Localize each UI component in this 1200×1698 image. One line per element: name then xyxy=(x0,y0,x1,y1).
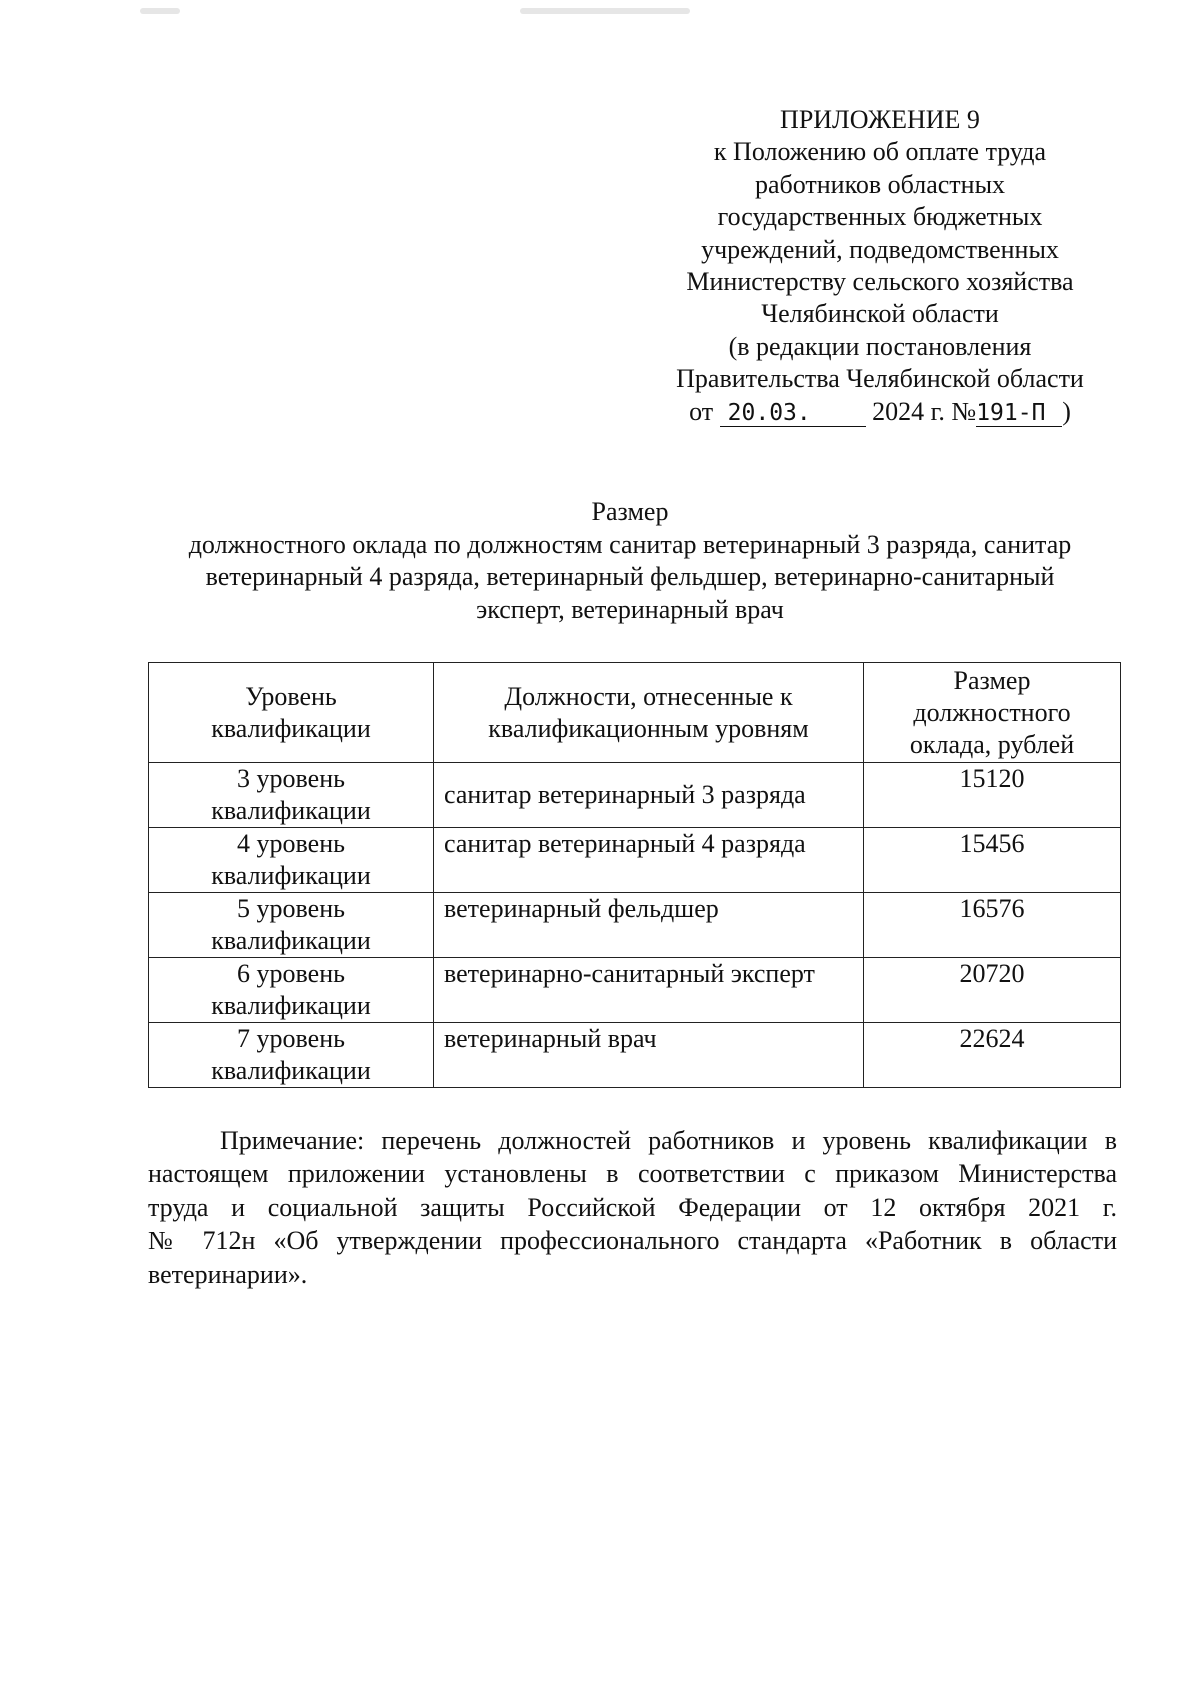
appendix-title: ПРИЛОЖЕНИЕ 9 xyxy=(780,105,980,134)
appendix-line: к Положению об оплате труда xyxy=(713,137,1047,167)
position-cell: санитар ветеринарный 3 разряда xyxy=(434,763,864,828)
table-header-row xyxy=(149,663,1121,763)
appendix-line: государственных бюджетных xyxy=(717,202,1043,232)
note-paragraph xyxy=(148,1124,1117,1291)
heading-title: Размер xyxy=(591,497,669,526)
position-cell: санитар ветеринарный 4 разряда xyxy=(434,828,864,893)
header-qualification-level: Уровень квалификации xyxy=(149,663,434,763)
table-row xyxy=(149,893,1121,958)
note-line: настоящем приложении установлены в соответствии с приказом Министерства xyxy=(148,1159,1117,1189)
salary-table xyxy=(148,662,1121,1088)
qualification-level-cell: 6 уровень квалификации xyxy=(149,958,434,1023)
qualification-level-cell: 4 уровень квалификации xyxy=(149,828,434,893)
appendix-line: учреждений, подведомственных xyxy=(701,234,1059,264)
table-row xyxy=(149,1023,1121,1088)
position-cell: ветеринарно-санитарный эксперт xyxy=(434,958,864,1023)
header-positions: Должности, отнесенные к квалификационным уровням xyxy=(434,663,864,763)
salary-cell: 16576 xyxy=(864,893,1121,958)
table-row xyxy=(149,763,1121,828)
qualification-level-cell: 3 уровень квалификации xyxy=(149,763,434,828)
qualification-level-cell: 5 уровень квалификации xyxy=(149,893,434,958)
table-row xyxy=(149,958,1121,1023)
resolution-date: 20.03. xyxy=(720,400,866,427)
document-heading xyxy=(140,496,1120,626)
table-row xyxy=(149,828,1121,893)
signature-close: ) xyxy=(1062,396,1071,426)
note-line: труда и социальной защиты Российской Федерации от 12 октября 2021 г. xyxy=(148,1192,1117,1222)
appendix-line: Правительства Челябинской области xyxy=(676,364,1084,394)
appendix-line: работников областных xyxy=(754,169,1006,199)
appendix-line: Министерству сельского хозяйства xyxy=(686,267,1074,297)
appendix-header xyxy=(660,104,1100,428)
heading-line: ветеринарный 4 разряда, ветеринарный фельдшер, ветеринарно-санитарный xyxy=(205,562,1055,591)
note-line: ветеринарии». xyxy=(148,1259,308,1289)
salary-cell: 20720 xyxy=(864,958,1121,1023)
appendix-line: Челябинской области xyxy=(761,299,999,329)
appendix-line: (в редакции постановления xyxy=(728,331,1032,361)
salary-cell: 15456 xyxy=(864,828,1121,893)
scan-artifact xyxy=(520,8,690,14)
resolution-signature-line xyxy=(660,396,1100,428)
scan-artifact xyxy=(140,8,180,14)
salary-cell: 22624 xyxy=(864,1023,1121,1088)
signature-prefix: от xyxy=(689,396,714,426)
salary-cell: 15120 xyxy=(864,763,1121,828)
note-line: № 712н «Об утверждении профессионального стандарта «Работник в области xyxy=(148,1226,1117,1256)
note-line: Примечание: перечень должностей работников и уровень квалификации в xyxy=(220,1126,1117,1155)
position-cell: ветеринарный фельдшер xyxy=(434,893,864,958)
resolution-year: 2024 г. № xyxy=(872,396,977,426)
qualification-level-cell: 7 уровень квалификации xyxy=(149,1023,434,1088)
heading-line: эксперт, ветеринарный врач xyxy=(476,594,784,624)
header-salary: Размер должностного оклада, рублей xyxy=(864,663,1121,763)
heading-line: должностного оклада по должностям санитар ветеринарный 3 разряда, санитар xyxy=(188,529,1072,559)
resolution-number: 191-П xyxy=(976,400,1062,427)
position-cell: ветеринарный врач xyxy=(434,1023,864,1088)
